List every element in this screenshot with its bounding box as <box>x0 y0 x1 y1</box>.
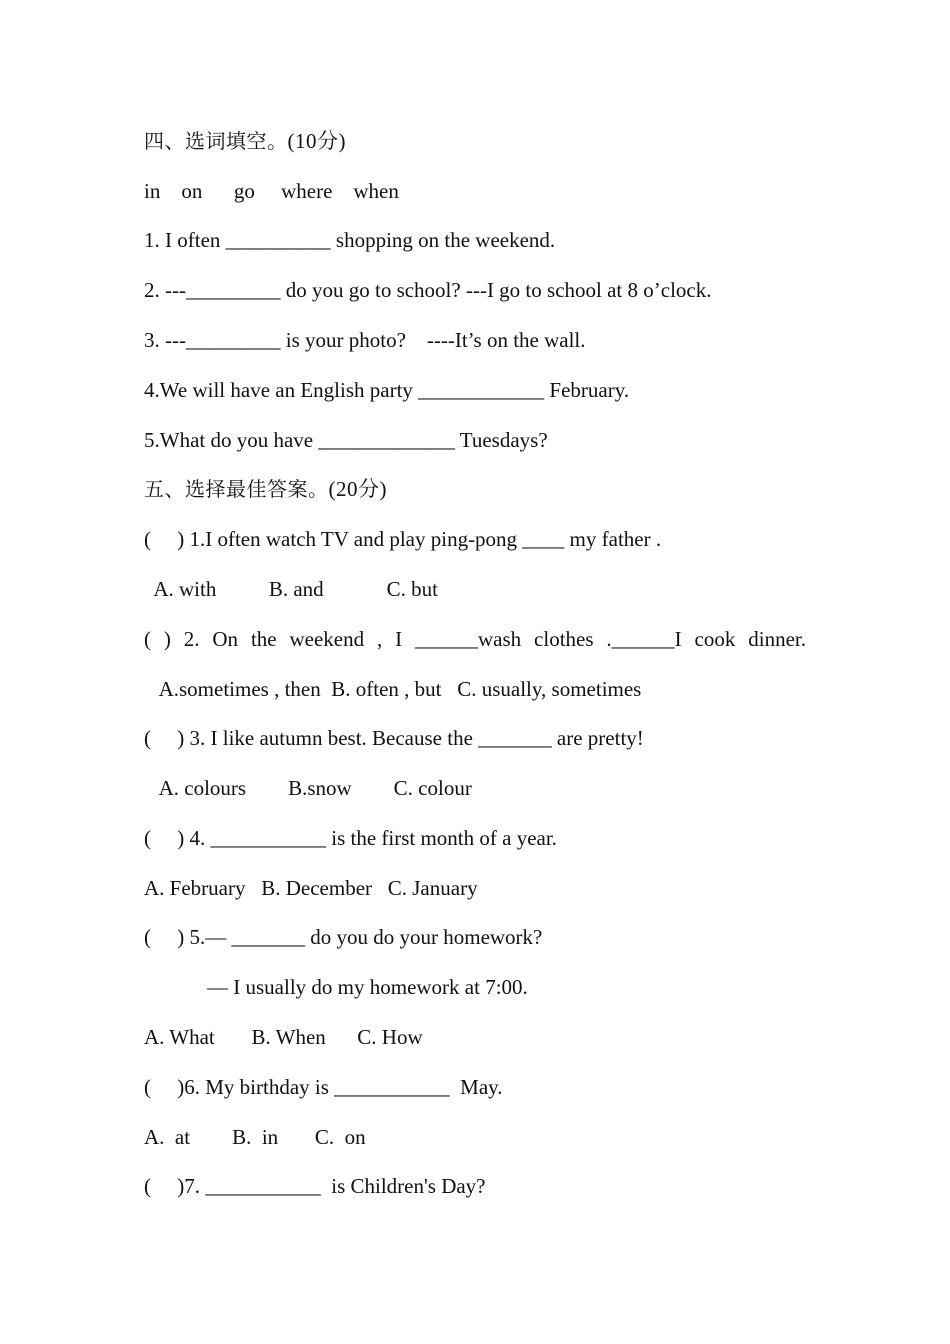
choice-question-6-options: A. at B. in C. on <box>144 1125 366 1149</box>
choice-question-4-stem: ( ) 4. ___________ is the first month of a year. <box>144 826 557 850</box>
choice-question-5-stem: ( ) 5.— _______ do you do your homework? <box>144 925 543 949</box>
fill-question-5: 5.What do you have _____________ Tuesdays? <box>144 428 548 452</box>
section4-heading <box>144 128 346 154</box>
fill-question-2: 2. ---_________ do you go to school? ---I go to school at 8 o’clock. <box>144 278 712 302</box>
choice-question-1-stem: ( ) 1.I often watch TV and play ping-pong ____ my father . <box>144 527 662 551</box>
fill-question-4: 4.We will have an English party ____________ February. <box>144 378 630 402</box>
choice-question-1-options: A. with B. and C. but <box>144 577 439 601</box>
section5-points: (20分) <box>328 477 387 501</box>
choice-question-6-stem: ( )6. My birthday is ___________ May. <box>144 1075 503 1099</box>
choice-question-2-options: A.sometimes , then B. often , but C. usually, sometimes <box>144 677 642 701</box>
choice-question-5-options: A. What B. When C. How <box>144 1025 423 1049</box>
choice-question-5-answer-line: — I usually do my homework at 7:00. <box>144 975 528 999</box>
choice-question-7-stem: ( )7. ___________ is Children's Day? <box>144 1174 486 1198</box>
choice-question-3-stem: ( ) 3. I like autumn best. Because the _______ are pretty! <box>144 726 644 750</box>
choice-question-3-options: A. colours B.snow C. colour <box>144 776 472 800</box>
choice-question-4-options: A. February B. December C. January <box>144 876 478 900</box>
fill-question-3: 3. ---_________ is your photo? ----It’s on the wall. <box>144 328 586 352</box>
fill-question-1: 1. I often __________ shopping on the weekend. <box>144 228 556 252</box>
choice-question-2-stem: ( ) 2. On the weekend , I ______wash clothes .______I cook dinner. <box>144 627 806 651</box>
word-bank: in on go where when <box>144 179 399 203</box>
section5-title: 五、选择最佳答案。 <box>144 477 329 501</box>
section4-points: (10分) <box>287 129 346 153</box>
section4-title: 四、选词填空。 <box>144 129 288 153</box>
section5-heading <box>144 476 387 502</box>
